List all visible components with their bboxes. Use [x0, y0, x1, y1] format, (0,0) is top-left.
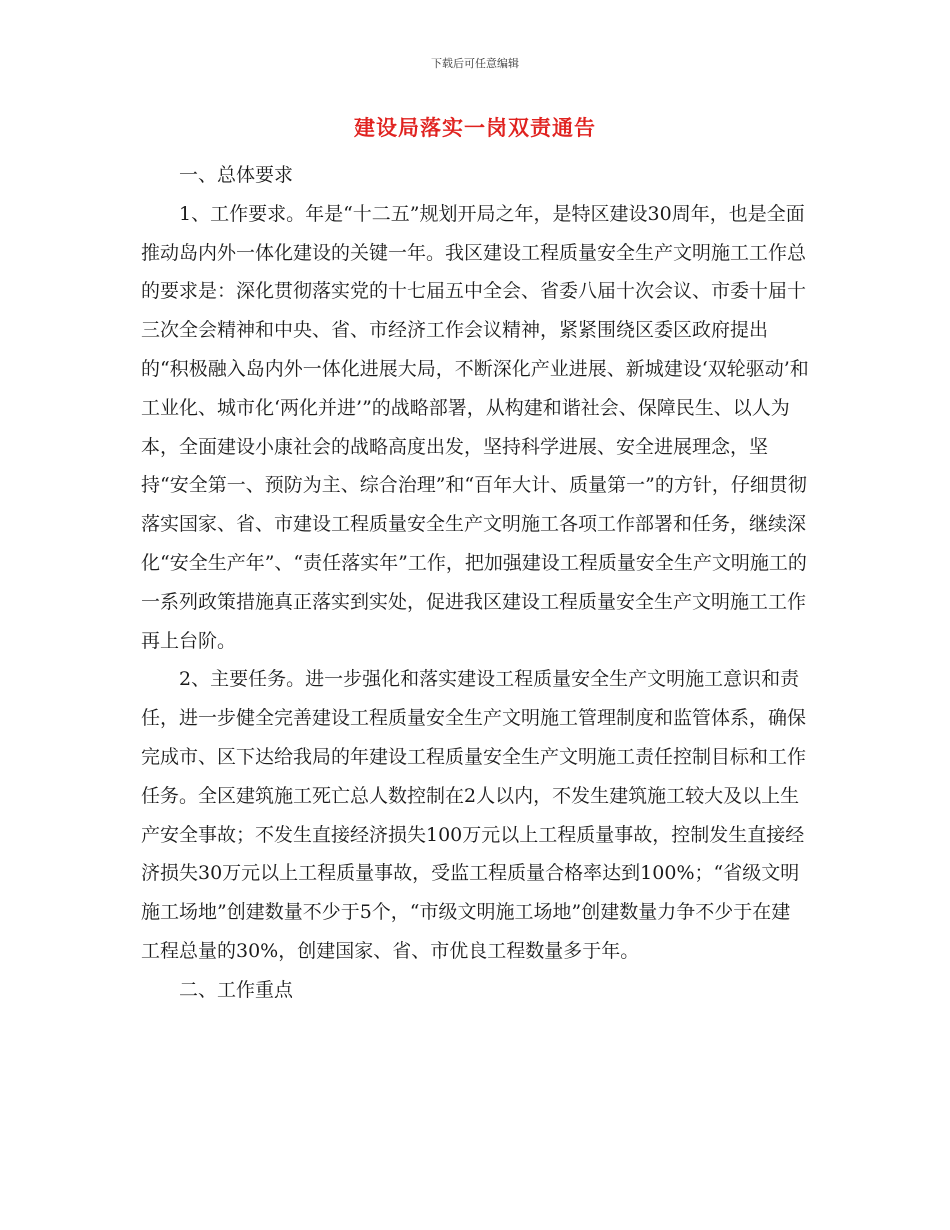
document-title: 建设局落实一岗双责通告 — [354, 115, 596, 140]
paragraph-main-tasks: 2、主要任务。进一步强化和落实建设工程质量安全生产文明施工意识和责任，进一步健全完善建设工程质量安全生产文明施工管理制度和监管体系，确保完成市、区下达给我局的年建设工程质量安全生产文明施工责任控制目标和工作任务。全区建筑施工死亡总人数控制在2人以内，不发生建筑施工较大及以上生产安全事故；不发生直接经济损失100万元以上工程质量事故，控制发生直接经济损失30万元以上工程质量事故，受监工程质量合格率达到100%；“省级文明施工场地”创建数量不少于5个，“市级文明施工场地”创建数量力争不少于在建工程总量的30%，创建国家、省、市优良工程数量多于年。 — [141, 668, 807, 962]
header-note: 下载后可任意编辑 — [431, 57, 519, 70]
section-heading-1: 一、总体要求 — [179, 164, 294, 186]
document-body — [141, 156, 809, 1010]
section-heading-2: 二、工作重点 — [179, 978, 294, 1001]
paragraph-work-requirements: 1、工作要求。年是“十二五”规划开局之年，是特区建设30周年，也是全面推动岛内外一体化建设的关键一年。我区建设工程质量安全生产文明施工工作总的要求是：深化贯彻落实党的十七届五中全会、省委八届十次会议、市委十届十三次全会精神和中央、省、市经济工作会议精神，紧紧围绕区委区政府提出的“积极融入岛内外一体化进展大局，不断深化产业进展、新城建设‘双轮驱动’和工业化、城市化‘两化并进’”的战略部署，从构建和谐社会、保障民生、以人为本，全面建设小康社会的战略高度出发，坚持科学进展、安全进展理念，坚持“安全第一、预防为主、综合治理”和“百年大计、质量第一”的方针，仔细贯彻落实国家、省、市建设工程质量安全生产文明施工各项工作部署和任务，继续深化“安全生产年”、“责任落实年”工作，把加强建设工程质量安全生产文明施工的一系列政策措施真正落实到实处，促进我区建设工程质量安全生产文明施工工作再上台阶。 — [141, 202, 809, 652]
